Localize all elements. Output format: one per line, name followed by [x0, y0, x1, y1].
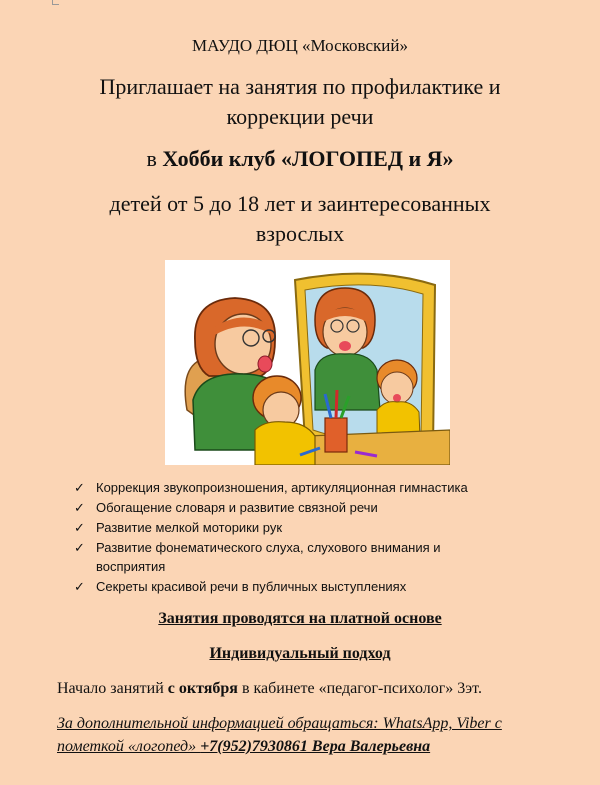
club-prefix: в	[146, 146, 163, 171]
list-item	[74, 538, 534, 576]
start-info	[57, 680, 482, 698]
service-text: Обогащение словаря и развитие связной речи	[96, 500, 378, 515]
contact-line-1: За дополнительной информацией обращаться: WhatsApp, Viber с	[57, 715, 502, 732]
start-prefix: Начало занятий	[57, 680, 168, 697]
list-item	[74, 518, 534, 537]
contact-phone-name: +7(952)7930861 Вера Валерьевна	[200, 738, 431, 755]
invitation-line-1: Приглашает на занятия по профилактике и	[99, 74, 501, 99]
invitation-line-2: коррекции речи	[226, 104, 374, 129]
checkmark-icon: ✓	[74, 480, 85, 495]
speech-therapist-illustration	[165, 260, 450, 465]
invitation-text	[0, 72, 600, 132]
service-text: Развитие фонематического слуха, слухового внимания и	[96, 540, 441, 555]
page-corner-mark	[52, 0, 59, 5]
service-text: Развитие мелкой моторики рук	[96, 520, 283, 535]
club-name: Хобби клуб «ЛОГОПЕД и Я»	[162, 146, 454, 171]
audience-line-1: детей от 5 до 18 лет и заинтересованных	[109, 191, 491, 216]
contact-note: пометкой «логопед»	[57, 738, 201, 755]
list-item	[74, 577, 534, 596]
audience-text	[0, 189, 600, 249]
service-text: Секреты красивой речи в публичных выступлениях	[96, 579, 407, 594]
services-list	[74, 478, 534, 597]
checkmark-icon: ✓	[74, 500, 85, 515]
service-text: Коррекция звукопроизношения, артикуляционная гимнастика	[96, 480, 468, 495]
checkmark-icon: ✓	[74, 579, 85, 594]
audience-line-2: взрослых	[255, 221, 345, 246]
organization-name: МАУДО ДЮЦ «Московский»	[192, 36, 408, 55]
contact-info	[57, 712, 567, 758]
paid-basis-note: Занятия проводятся на платной основе	[158, 610, 442, 627]
individual-approach-note: Индивидуальный подход	[209, 645, 391, 662]
list-item	[74, 478, 534, 497]
club-title	[0, 146, 600, 172]
contact-line-2	[57, 735, 567, 758]
list-item	[74, 498, 534, 517]
checkmark-icon: ✓	[74, 520, 85, 535]
start-date: с октября	[167, 680, 238, 697]
speech-therapist-mirror-icon	[165, 260, 450, 465]
checkmark-icon: ✓	[74, 540, 85, 555]
service-text-continuation: восприятия	[96, 559, 166, 574]
start-suffix: в кабинете «педагог-психолог» 3эт.	[237, 680, 482, 697]
